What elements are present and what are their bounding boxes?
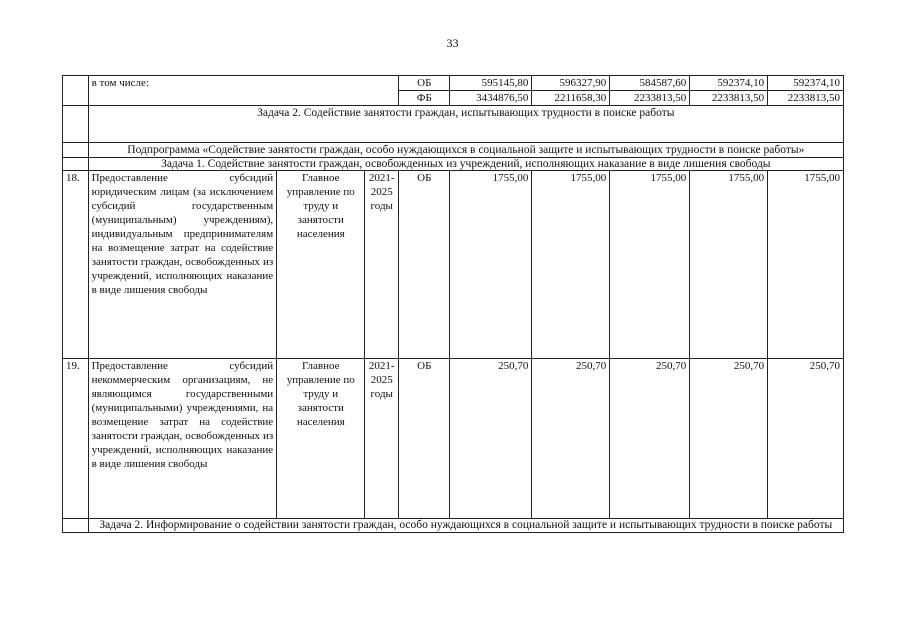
fund-cell: ОБ [399,359,450,519]
summary-num-cell [63,76,89,106]
task2b-heading-row [63,519,844,533]
task1-heading: Задача 1. Содействие занятости граждан, освобожденных из учреждений, исполняющих наказание в виде лишения свободы [88,158,843,171]
measure-description: Предоставление субсидий некоммерческим организациям, не являющимся государственными (муниципальными) учреждениями, на возмещение затрат на содействие занятости граждан, освобожденных из учреждений, исполняющих наказание в виде лишения свободы [88,359,277,519]
fund-cell: ОБ [399,171,450,359]
table-row [63,171,844,359]
task2-heading: Задача 2. Содействие занятости граждан, испытывающих трудности в поиске работы [88,106,843,143]
value-cell: 250,70 [450,359,532,519]
period-cell: 2021-2025 годы [365,171,399,359]
program-table [62,75,844,533]
row-number: 19. [63,359,89,519]
period-cell: 2021-2025 годы [365,359,399,519]
subprogram-heading: Подпрограмма «Содействие занятости граждан, особо нуждающихся в социальной защите и испытывающих трудности в поиске работы» [88,143,843,158]
summary-row-ob [63,76,844,91]
fund-cell: ОБ [399,76,450,91]
value-cell: 596327,90 [532,76,610,91]
row-number: 18. [63,171,89,359]
value-cell: 2233813,50 [768,91,844,106]
subprogram-heading-row [63,143,844,158]
value-cell: 592374,10 [690,76,768,91]
task-heading-row [63,106,844,143]
value-cell: 2233813,50 [690,91,768,106]
value-cell: 3434876,50 [450,91,532,106]
executor-cell: Главное управление по труду и занятости населения [277,359,365,519]
heading-num-cell [63,106,89,143]
value-cell: 2211658,30 [532,91,610,106]
executor-cell: Главное управление по труду и занятости населения [277,171,365,359]
value-cell: 584587,60 [610,76,690,91]
table-row [63,359,844,519]
value-cell: 250,70 [532,359,610,519]
value-cell: 1755,00 [610,171,690,359]
measure-description: Предоставление субсидий юридическим лицам (за исключением субсидий государственным (муниципальным) учреждениям), индивидуальным предпринимателям на возмещение затрат на содействие занятости граждан, освобожденных из учреждений, исполняющих наказание в виде лишения свободы [88,171,277,359]
fund-cell: ФБ [399,91,450,106]
value-cell: 1755,00 [768,171,844,359]
page-number: 33 [446,36,459,50]
summary-label: в том числе: [88,76,399,106]
value-cell: 250,70 [768,359,844,519]
heading-num-cell [63,143,89,158]
value-cell: 1755,00 [532,171,610,359]
value-cell: 595145,80 [450,76,532,91]
task2b-heading: Задача 2. Информирование о содействии занятости граждан, особо нуждающихся в социальной защите и испытывающих трудности в поиске работы [88,519,843,533]
value-cell: 2233813,50 [610,91,690,106]
value-cell: 250,70 [690,359,768,519]
heading-num-cell [63,158,89,171]
heading-num-cell [63,519,89,533]
value-cell: 250,70 [610,359,690,519]
value-cell: 1755,00 [690,171,768,359]
task1-heading-row [63,158,844,171]
value-cell: 592374,10 [768,76,844,91]
value-cell: 1755,00 [450,171,532,359]
